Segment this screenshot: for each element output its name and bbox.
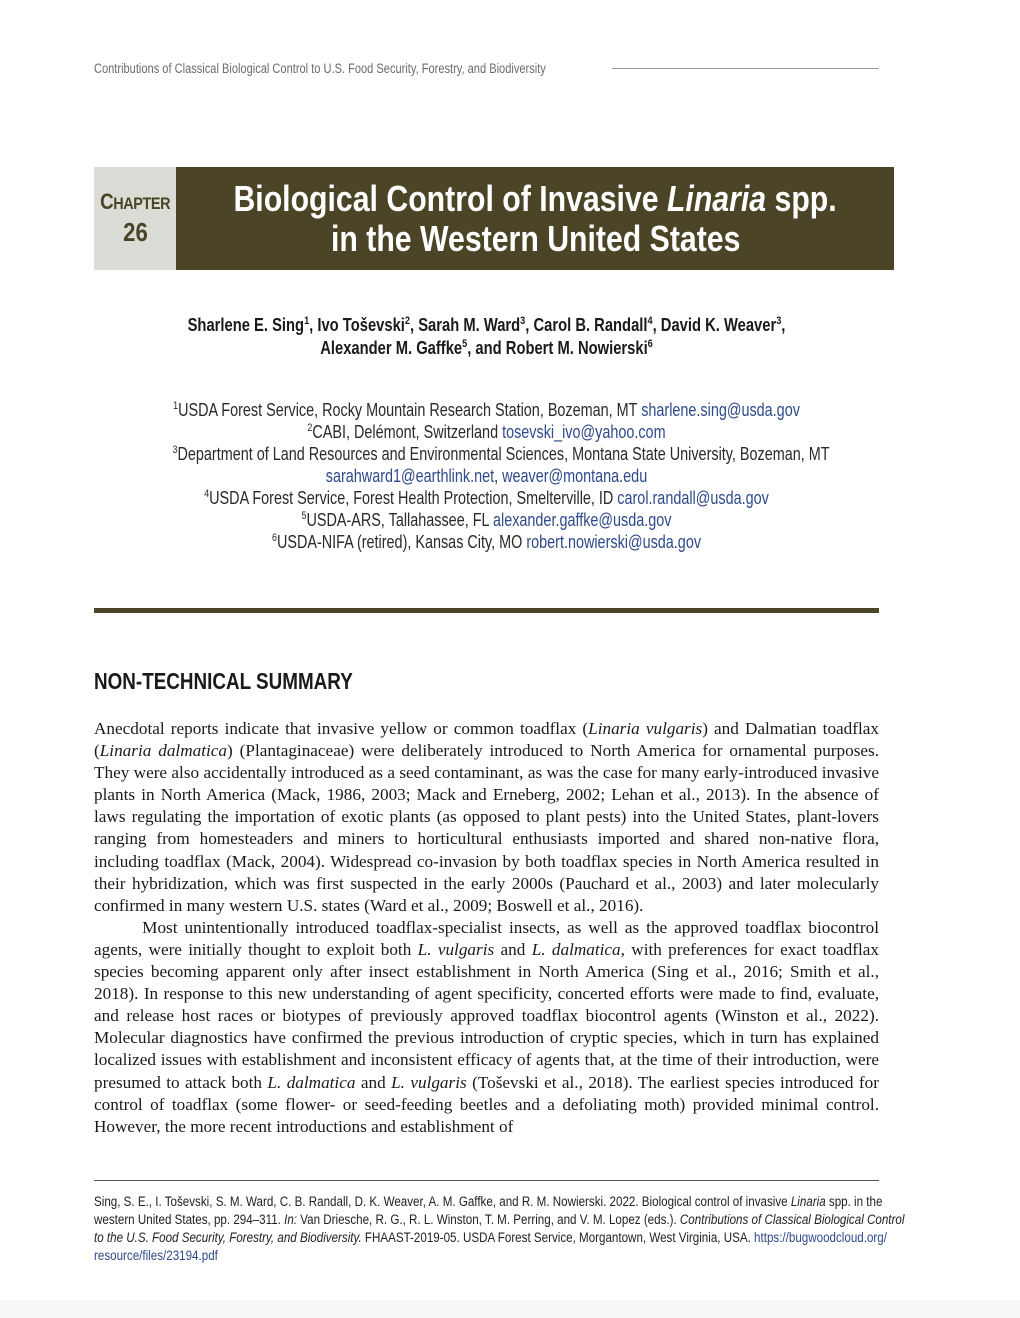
affiliation-number: 4 [204,488,210,500]
text-run: ) (Plantaginaceae) were deliberately introduced to North America for ornamental purposes. They were also accidentally introduced as a seed contaminant, as was the case for many early-introduced invasive plants in North America (Mack, 1986, 2003; Mack and Erneberg, 2002; Lehan et al., 2013). In the absence of laws regulating the importation of exotic plants (as opposed to plant pests) into the United States, plant-lovers ranging from homesteaders and miners to horticultural enthusiasts imported and shared non-native flora, including toadflax (Mack, 2004). Widespread co-invasion by both toadflax species in North America resulted in their hybridization, which was first suspected in the early 2000s (Pauchard et al., 2003) and later molecularly confirmed in many western U.S. states (Ward et al., 2009; Boswell et al., 2016). [94,741,880,915]
book-title: to the U.S. Food Security, Forestry, and Biodiversity. [94,1230,362,1246]
author-affiliation-marker: 3 [776,315,782,327]
species-name: Linaria vulgaris [588,719,703,738]
chapter-word [100,189,170,215]
affiliation-text: USDA Forest Service, Forest Health Protection, Smelterville, ID [209,488,618,508]
author-affiliation-marker: 6 [647,338,653,350]
text-run: Anecdotal reports indicate that invasive yellow or common toadflax ( [94,719,589,738]
in-marker: In: [284,1212,298,1228]
author-separator: , [652,315,661,335]
author-name: Sharlene E. Sing [187,315,305,335]
chapter-banner [94,167,879,270]
text-run: , with preferences for exact toadflax species becoming apparent only after insect establishment in North America (Sing et al., 2016; Smith et al., 2018). In response to this new understanding of agent specificity, concerted efforts were made to find, evaluate, and release host races or biotypes of previously approved toadflax biocontrol agents (Winston et al., 2022). Molecular diagnostics have confirmed the previous introduction of cryptic species, which in turn has explained localized issues with establishment and inconsistent efficacy of agents that, at the time of their introduction, were presumed to attack both [94,939,879,1092]
affiliation-text: USDA Forest Service, Rocky Mountain Research Station, Bozeman, MT [178,400,642,420]
author-list [94,314,879,360]
text-run: (Toševski et al., 2018). The earliest species introduced for control of toadflax (some flower- or seed-feeding beetles and a defoliating moth) provided minimal control. However, the more recent introductions and establishment of [94,1072,879,1136]
affiliation-text: Department of Land Resources and Environmental Sciences, Montana State University, Bozeman, MT [177,444,830,464]
author-name: Carol B. Randall [533,315,648,335]
running-head [94,58,879,78]
author-name: Sarah M. Ward [418,315,521,335]
email-link[interactable]: carol.randall@usda.gov [617,488,769,508]
chapter-word-rest: HAPTER [113,194,171,213]
author-name: Robert M. Nowierski [505,338,648,358]
text-run: western United States, pp. 294–311. [94,1212,285,1228]
species-name: L. dalmatica [267,1072,356,1092]
affiliation-text: USDA-ARS, Tallahassee, FL [306,510,493,530]
affiliation-text: USDA-NIFA (retired), Kansas City, MO [276,532,527,552]
author-affiliation-marker: 2 [404,315,410,327]
author-line-1 [165,314,809,337]
text-run: Van Driesche, R. G., R. L. Winston, T. M. Perring, and V. M. Lopez (eds.). [297,1212,680,1228]
affiliation-text: CABI, Delémont, Switzerland [312,422,503,442]
paragraph-1 [94,718,879,917]
author-separator: , [781,315,786,335]
affiliation-line [173,421,801,443]
affiliation-number: 1 [173,400,179,412]
author-separator: , [309,315,318,335]
book-title: Contributions of Classical Biological Control [679,1212,905,1228]
author-name: Alexander M. Gaffke [320,338,463,358]
text-run: spp. in the [825,1194,883,1210]
author-affiliation-marker: 1 [304,315,310,327]
text-run: Most unintentionally introduced toadflax-specialist insects, as well as the approved toadflax biocontrol agents, were initially thought to exploit both [94,917,879,959]
citation-footnote [94,1193,905,1265]
text-run: ) and Dalmatian toadflax ( [94,719,879,761]
running-head-rule [612,68,879,69]
affiliation-line [173,509,801,531]
affiliation-line [173,531,801,553]
paragraph-2 [94,917,879,1138]
page-bottom-margin [0,1300,1020,1318]
affiliation-number: 5 [301,510,307,522]
author-name: Ivo Toševski [317,315,405,335]
affiliation-line [172,443,830,465]
author-affiliation-marker: 4 [647,315,653,327]
author-line-2 [165,337,809,360]
section-divider [94,608,879,613]
affiliation-line [173,487,801,509]
footnote-line-4 [94,1247,879,1265]
author-separator: , and [467,338,506,358]
text-run: and [355,1072,392,1092]
affiliation-number: 2 [307,422,313,434]
footnote-line-1 [94,1193,883,1211]
author-name: David K. Weaver [660,315,777,335]
text-run: and [494,939,532,959]
affiliation-email-line [173,465,801,487]
chapter-label-box [94,167,176,270]
running-head-text: Contributions of Classical Biological Control to U.S. Food Security, Forestry, and Biodiversity [94,60,546,76]
title-genus: Linaria [667,177,767,219]
email-separator: , [494,466,503,486]
title-text-a: Biological Control of Invasive [233,177,668,219]
email-link[interactable]: sarahward1@earthlink.net [325,466,495,486]
species-name: Linaria [790,1194,826,1210]
affiliation-number: 6 [271,532,277,544]
affiliation-number: 3 [172,444,178,456]
title-text-b: spp. [766,177,837,219]
email-link[interactable]: alexander.gaffke@usda.gov [492,510,672,530]
species-name: L. vulgaris [391,1072,467,1092]
title-line-1 [234,179,837,219]
chapter-number: 26 [122,217,148,247]
title-line-2: in the Western United States [330,217,741,259]
author-affiliation-marker: 5 [462,338,468,350]
footnote-line-2 [94,1211,905,1229]
footnote-rule [94,1180,879,1181]
species-name: Linaria dalmatica [99,741,227,761]
author-affiliation-marker: 3 [520,315,526,327]
email-link[interactable]: weaver@montana.edu [502,466,648,486]
text-run: FHAAST-2019-05. USDA Forest Service, Morgantown, West Virginia, USA. [361,1230,755,1246]
species-name: L. vulgaris [417,939,495,959]
author-separator: , [409,315,419,335]
section-heading: NON-TECHNICAL SUMMARY [94,668,353,694]
author-separator: , [525,315,534,335]
footnote-line-3 [94,1229,887,1247]
email-link[interactable]: sharlene.sing@usda.gov [641,400,800,420]
citation-url-link[interactable]: https://bugwoodcloud.org/ [754,1230,887,1246]
chapter-word-initial: C [100,189,114,214]
summary-body [94,718,879,1138]
affiliation-list [94,399,879,553]
species-name: L. dalmatica [531,939,621,959]
email-link[interactable]: robert.nowierski@usda.gov [526,532,702,552]
citation-url-link[interactable]: resource/files/23194.pdf [94,1248,218,1264]
affiliation-line [173,399,801,421]
chapter-title [176,167,894,270]
email-link[interactable]: tosevski_ivo@yahoo.com [502,422,666,442]
text-run: Sing, S. E., I. Toševski, S. M. Ward, C. B. Randall, D. K. Weaver, A. M. Gaffke, and R. M. Nowierski. 2022. Biological control of invasive [94,1194,791,1210]
